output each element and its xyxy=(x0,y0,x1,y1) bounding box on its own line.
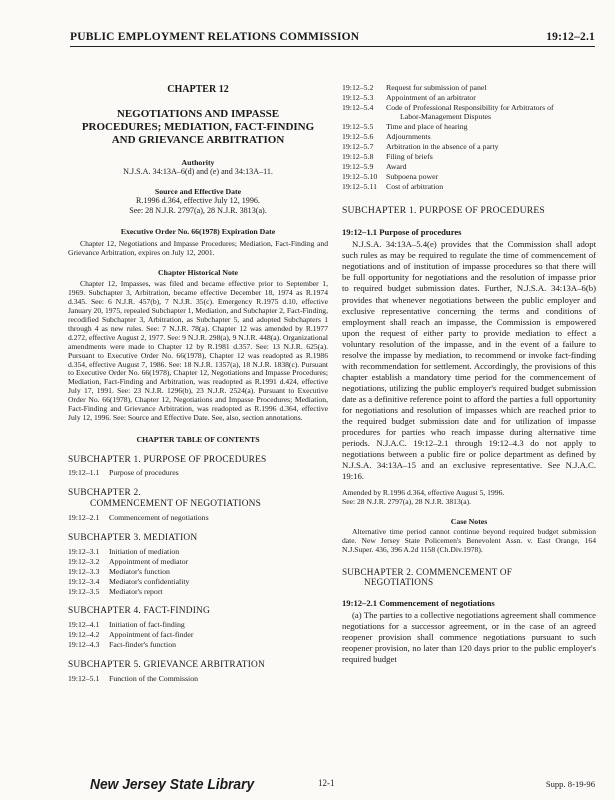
toc-entry xyxy=(68,568,328,577)
toc-entry-number: 19:12–1.1 xyxy=(68,468,100,478)
toc-entry-label: Initiation of mediation xyxy=(109,546,180,556)
toc-entry-label xyxy=(386,183,596,192)
source-heading: Source and Effective Date xyxy=(154,186,242,196)
toc-entry-label xyxy=(386,143,596,152)
toc-entry xyxy=(68,469,328,478)
toc-entry xyxy=(68,558,328,567)
toc-subchapter-title: FACT-FINDING xyxy=(143,606,210,617)
toc-entry-label-text: Award xyxy=(386,161,407,171)
toc-entry-label: Mediator's report xyxy=(109,586,163,596)
toc-subchapter-block xyxy=(68,606,328,650)
toc-entry-number: 19:12–3.2 xyxy=(68,556,100,566)
toc-entry xyxy=(342,143,596,152)
toc-entry xyxy=(342,163,596,172)
history-text: Chapter 12, Impasses, was filed and became effective prior to September 1, 1969. Subchapter 3, Arbitration, became effective December 18, 1974 as R.1974 d.345. See: 6 N.J.R. 457(b), 7 N.J.R. 35(c). Emergency R.1975 d.10, effective January 20, 1975, repealed Subchapter 1, Mediation, and Subchapter 2, Fact-Finding, recodified Subchapter 3, Arbitration, as Subchapter 5, and adopted Subchapters 1 through 4 as new rules. See: 7 N.J.R. 78(a). Chapter 12 was amended by R.1977 d.272, effective August 2, 1977. See: 9 N.J.R. 298(a), 9 N.J.R. 448(a). Organizational amendments were made to Chapter 12 by R.1981 d.357. See: 13 N.J.R. 625(a). Pursuant to Executive Order No. 66(1978), Chapter 12 was readopted as R.1986 d.354, effective August 7, 1986. See: 18 N.J.R. 1357(a), 18 N.J.R. 1838(c). Pursuant to Executive Order No. 66(1978), Chapter 12, Negotiations and Impasse Procedures; Mediation, Fact-Finding and Arbitration, was readopted as R.1991 d.424, effective July 17, 1991. See: 23 N.J.R. 1296(b), 23 N.J.R. 2524(a). Pursuant to Executive Order No. 66(1978), Chapter 12, Negotiations and Impasse Procedures; Mediation, Fact-Finding and Grievance Arbitration, was readopted as R.1996 d.364, effective July 12, 1996. See: Source and Effective Date. See, also, section annotations. xyxy=(68,278,328,423)
toc-entry-number: 19:12–2.1 xyxy=(68,512,100,522)
case-note-text: Alternative time period cannot continue beyond required budget submission date. New Jersey State Policemen's Benevolent Assn. v. East Orange, 164 N.J.Super. 436, 396 A.2d 1158 (Ch.Div.1978). xyxy=(342,526,596,554)
toc-entry-label: Appointment of mediator xyxy=(109,556,189,566)
toc-subchapter-label: SUBCHAPTER 5. xyxy=(68,660,141,671)
toc-entry-number: 19:12–5.7 xyxy=(342,141,374,151)
toc-subchapter-block xyxy=(68,660,328,684)
toc-subchapter-heading xyxy=(68,606,328,617)
history-heading: Chapter Historical Note xyxy=(158,267,238,277)
toc-entry xyxy=(68,588,328,597)
toc-entry-label xyxy=(386,173,596,182)
toc-entry-label: Purpose of procedures xyxy=(109,468,179,478)
toc-entry-label: Mediator's confidentiality xyxy=(109,576,190,586)
toc-entry-number: 19:12–5.3 xyxy=(342,92,374,102)
chapter-number: CHAPTER 12 xyxy=(167,84,229,95)
toc-entry-label-text: Arbitration in the absence of a party xyxy=(386,141,499,151)
toc-entry-number: 19:12–5.9 xyxy=(342,161,374,171)
source-line-2: See: 28 N.J.R. 2797(a), 28 N.J.R. 3813(a). xyxy=(129,205,267,215)
toc-entry-number: 19:12–5.10 xyxy=(342,171,378,181)
toc-entry-label xyxy=(386,104,596,122)
toc-subchapter-heading xyxy=(68,660,328,671)
source-line-1: R.1996 d.364, effective July 12, 1996. xyxy=(136,195,260,205)
toc-entry-label xyxy=(386,163,596,172)
toc-entry-number: 19:12–4.2 xyxy=(68,630,100,640)
toc-subchapter-block xyxy=(68,533,328,597)
toc-entry-label: Initiation of fact-finding xyxy=(109,620,185,630)
toc-subchapter-block xyxy=(68,488,328,523)
toc-entry-number: 19:12–3.3 xyxy=(68,566,100,576)
toc-entry-label-text: Code of Professional Responsibility for Arbitrators of xyxy=(386,102,554,112)
toc-entry xyxy=(68,578,328,587)
chapter-title: NEGOTIATIONS AND IMPASSE PROCEDURES; MEDIATION, FACT-FINDING AND GRIEVANCE ARBITRATION xyxy=(81,108,315,147)
toc-entry-number: 19:12–5.11 xyxy=(342,181,378,191)
toc-entry xyxy=(68,675,328,684)
toc-entry xyxy=(342,123,596,132)
toc-entry-label-text: Appointment of an arbitrator xyxy=(386,92,476,102)
toc-entry-label xyxy=(386,123,596,132)
toc-heading: CHAPTER TABLE OF CONTENTS xyxy=(136,435,260,445)
toc-entry-label: Function of the Commission xyxy=(109,673,199,683)
toc-entry xyxy=(342,104,596,122)
subchapter-2-heading-line-2: NEGOTIATIONS xyxy=(364,577,434,588)
toc-entry-label xyxy=(386,133,596,142)
subchapter-2-heading-line-1: SUBCHAPTER 2. COMMENCEMENT OF xyxy=(342,566,513,577)
toc-entry xyxy=(342,94,596,103)
expiration-heading: Executive Order No. 66(1978) Expiration Date xyxy=(120,227,276,237)
right-column xyxy=(342,60,596,665)
toc-entry-label-text: Adjournments xyxy=(386,131,431,141)
toc-entry-label xyxy=(386,84,596,93)
running-header xyxy=(70,30,595,47)
toc-entry xyxy=(342,153,596,162)
amendment-note xyxy=(342,488,596,506)
toc-entry-label-text: Request for submission of panel xyxy=(386,83,487,92)
toc-entry xyxy=(342,173,596,182)
left-column xyxy=(68,60,328,684)
subchapter-2-heading xyxy=(342,567,596,588)
amendment-line-1: Amended by R.1996 d.364, effective August 5, 1996. xyxy=(342,488,505,498)
toc-subchapter-heading xyxy=(68,488,328,510)
toc-entry-label-text: Filing of briefs xyxy=(386,151,433,161)
toc-entry-label-text: Cost of arbitration xyxy=(386,181,444,191)
case-notes-heading: Case Notes xyxy=(450,516,488,526)
toc-entry-label-text: Subpoena power xyxy=(386,171,439,181)
toc-subchapter-title: MEDIATION xyxy=(143,532,198,543)
subchapter-1-heading: SUBCHAPTER 1. PURPOSE OF PROCEDURES xyxy=(342,205,545,217)
toc-entry-number: 19:12–5.8 xyxy=(342,151,374,161)
amendment-line-2: See: 28 N.J.R. 2797(a), 28 N.J.R. 3813(a). xyxy=(342,497,472,507)
toc-entry xyxy=(68,621,328,630)
authority-heading: Authority xyxy=(181,157,215,167)
library-logo: New Jersey State Library xyxy=(90,776,255,793)
toc-entry-label: Mediator's function xyxy=(109,566,170,576)
authority-text: N.J.S.A. 34:13A–6(d) and (e) and 34:13A–11. xyxy=(123,166,273,176)
page-number: 12-1 xyxy=(318,778,335,788)
toc-entry-number: 19:12–3.5 xyxy=(68,586,100,596)
toc-entry-label xyxy=(386,94,596,103)
section-2-1-title: 19:12–2.1 Commencement of negotiations xyxy=(342,597,495,608)
toc-subchapter-heading xyxy=(68,455,328,466)
toc-entry-number: 19:12–5.5 xyxy=(342,121,374,131)
toc-entry xyxy=(68,641,328,650)
toc-subchapter-label: SUBCHAPTER 1. xyxy=(68,454,141,465)
toc-subchapter-title: COMMENCEMENT OF NEGOTIATIONS xyxy=(90,499,262,510)
toc-entry xyxy=(68,514,328,523)
toc-subchapter-title: PURPOSE OF PROCEDURES xyxy=(143,454,267,465)
toc-entry-label: Fact-finder's function xyxy=(109,640,177,650)
section-1-1-text: N.J.S.A. 34:13A–5.4(e) provides that the Commission shall adopt such rules as may be required to regulate the time of commencement of negotiations and of institution of impasse procedures so that there will be full opportunity for negotiations and the resolution of impasse prior to required budget submission dates. Further, N.J.S.A. 34:13A–6(b) provides that whenever negotiations between the public employer and exclusive representative concerning the terms and conditions of employment shall reach an impasse, the Commission is empowered upon the request of either party to provide mediation to effect a voluntary resolution of the impasse, and in the event of a failure to resolve the impasse by mediation, to recommend or invoke fact-finding with recommendation for settlement. Accordingly, the provisions of this chapter establish a mandatory time period for the commencement of negotiations, utilizing the public employer's required budget submission date as a definitive reference point to afford the parties a full opportunity for negotiations and resolution of impasses which are reached prior to the required budget submission date and for utilization of impasse procedures for parties who reach impasse during alternative time periods. N.J.A.C. 19:12–2.1 through 19:12–4.3 do not apply to negotiations between a public fire or police department as defined by N.J.S.A. 34:13A–15 and an exclusive representative. See N.J.A.C. 19:16. xyxy=(342,239,596,482)
toc-subchapter-label: SUBCHAPTER 4. xyxy=(68,606,141,617)
toc-subchapter-heading xyxy=(68,533,328,544)
toc-entry xyxy=(342,133,596,142)
section-2-1-text: (a) The parties to a collective negotiations agreement shall commence negotiations for a successor agreement, or in the case of an agreed reopener provision shall commence negotiations pursuant to such reopener provision, no later than 120 days prior to the public employer's required budget xyxy=(342,610,596,665)
toc-entry-number: 19:12–5.4 xyxy=(342,102,374,112)
supplement-date: Supp. 8-19-96 xyxy=(545,779,595,789)
expiration-text: Chapter 12, Negotiations and Impasse Procedures; Mediation, Fact-Finding and Grievance Arbitration, expires on July 12, 2001. xyxy=(68,238,328,257)
toc-entry-number: 19:12–5.6 xyxy=(342,131,374,141)
toc-entry-label: Commencement of negotiations xyxy=(109,512,209,522)
toc-subchapter-label: SUBCHAPTER 3. xyxy=(68,532,141,543)
toc-entry-label-continued: Labor-Management Disputes xyxy=(400,111,491,121)
header-section-number: 19:12–2.1 xyxy=(546,31,595,43)
toc-entry xyxy=(68,631,328,640)
toc-entry-number: 19:12–3.4 xyxy=(68,576,100,586)
toc-entry-number: 19:12–4.1 xyxy=(68,620,100,630)
toc-entry-number: 19:12–4.3 xyxy=(68,640,100,650)
toc-entry-number: 19:12–5.1 xyxy=(68,673,100,683)
header-title: PUBLIC EMPLOYMENT RELATIONS COMMISSION xyxy=(70,31,360,43)
toc-subchapter-block xyxy=(68,455,328,479)
toc-entry xyxy=(342,183,596,192)
toc-entry-label-text: Time and place of hearing xyxy=(386,121,468,131)
chapter-table-of-contents xyxy=(68,455,328,684)
section-1-1-title: 19:12–1.1 Purpose of procedures xyxy=(342,226,462,237)
toc-continued xyxy=(342,84,596,191)
toc-entry xyxy=(68,548,328,557)
toc-entry-label: Appointment of fact-finder xyxy=(109,630,194,640)
toc-entry xyxy=(342,84,596,93)
toc-entry-number: 19:12–3.1 xyxy=(68,546,100,556)
toc-entry-label xyxy=(386,153,596,162)
toc-subchapter-label: SUBCHAPTER 2. xyxy=(68,488,141,499)
toc-entry-number: 19:12–5.2 xyxy=(342,83,374,92)
toc-subchapter-title: GRIEVANCE ARBITRATION xyxy=(143,660,265,671)
page-footer xyxy=(90,776,595,794)
